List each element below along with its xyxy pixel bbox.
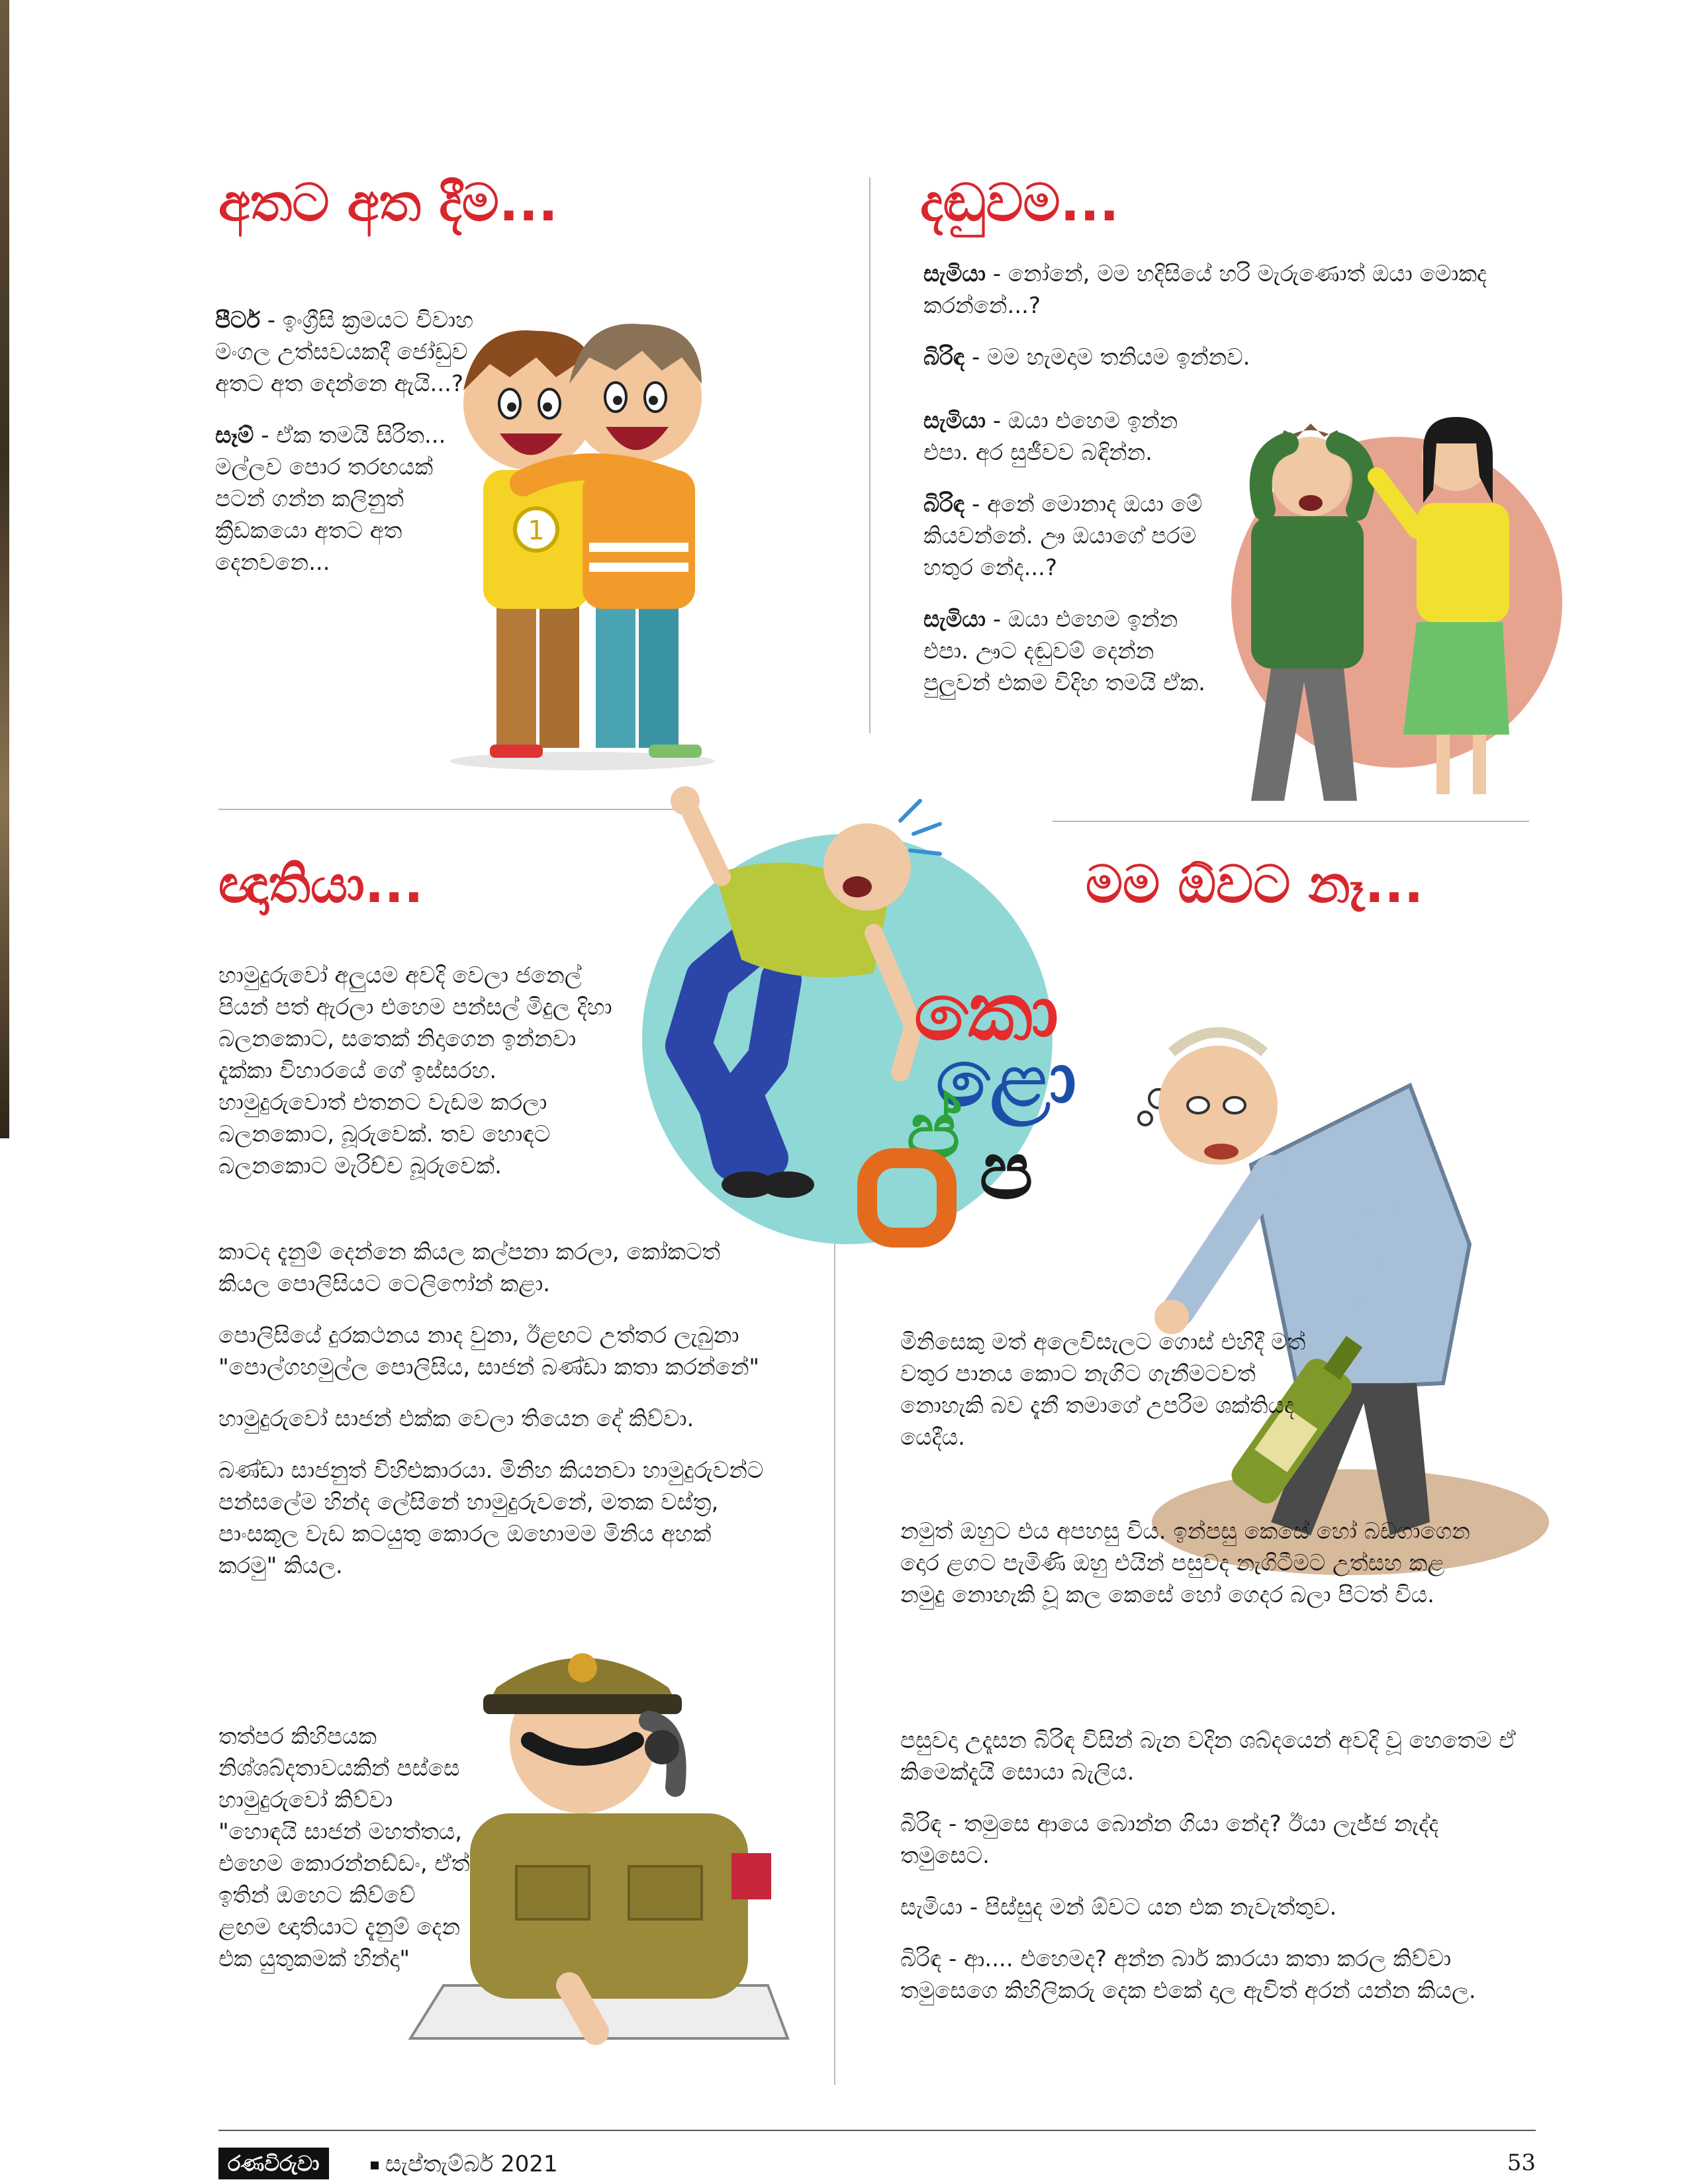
speaker: බිරිඳ — [923, 344, 965, 371]
footer-brand: රණවිරුවා — [218, 2148, 329, 2179]
dialogue-line — [923, 341, 1506, 373]
story-body-punish-bottom — [923, 405, 1228, 719]
line-text: - නෝනේ, මම හදිසියේ හරි මැරුණොත් ඔයා මොකද කරන්නේ...? — [923, 261, 1487, 319]
logo-glyph-1: කො — [914, 966, 1059, 1058]
svg-text:1: 1 — [528, 516, 545, 546]
paragraph: නමුත් ඔහුට එය අපහසු විය. ඉන්පසු කෙසේ හෝ බඩගාගෙන දොර ළගට පැමිණි ඔහු එයින් පසුවද නැගිටීමට උත්සහ කළ නමුදු නොහැකි වූ කල කෙසේ හෝ ගෙදර බලා පිටත් විය. — [900, 1518, 1470, 1608]
center-masthead-art — [649, 761, 1086, 1297]
speaker: සැමියා — [923, 606, 986, 633]
logo-glyph-3: ප් — [906, 1085, 961, 1177]
line-text: - අනේ මොනාද ඔයා මේ කියවන්නේ. ඌ ඔයාගේ පරම හතුර නේද...? — [923, 491, 1203, 581]
dialogue-line — [923, 488, 1228, 584]
line-text: - ඔයා එහෙම ඉන්න එපා. ඌට දඬුවම් දෙන්න පුලුවන් එකම විදිහ තමයි ඒක. — [923, 606, 1205, 696]
footer-divider — [218, 2130, 1536, 2131]
arguing-couple-illustration — [1225, 404, 1556, 814]
line-text: - ඉංග්‍රීසි ක්‍රමයට විවාහ මංගල උත්සවයකදී ජෝඩුව අතට අත දෙන්නෙ ඇයි...? — [215, 307, 473, 397]
story-title-punish: දඬුවම... — [920, 173, 1119, 233]
footer-date — [371, 2150, 558, 2179]
footer-date-text: සැප්තැම්බර් 2021 — [385, 2151, 558, 2177]
story-title-kin: ඥාතියා... — [218, 855, 424, 915]
paragraph: බණ්ඩා සාජනුත් විහිළුකාරයා. මිනිහ කියනවා හාමුදුරුවන්ට පන්සලේම හින්ද ලේසිනේ හාමුදුරුවනේ, මතක වස්ත්‍ර, පාංසකූල වැඩ කටයුතු කොරල ඔහොමම මිනිය අහක් කරමු" කියල. — [218, 1457, 764, 1579]
page-edge — [0, 0, 9, 1138]
story-title-notme: මම ඕවට නෑ... — [1086, 855, 1424, 915]
dialogue-line — [923, 258, 1506, 322]
line-text: - මම හැමදාම තනියම ඉන්නව. — [964, 344, 1250, 371]
story-body-kin-middle — [218, 1236, 768, 1602]
paragraph: හාමුදුරුවෝ අලුයම අවදි වෙලා ජනෙල් පියන් පත් ඇරලා එහෙම පන්සල් මිදුල දිහා බලනකොට, සතෙක් නිදාගෙන ඉන්නවා දැක්කා විහාරයේ ගේ ඉස්සරහ. හාමුදුරුවොත් එතනට වැඩම කරලා බලනකොට, බූරුවෙක්. තව හොඳට බලනකොට මැරිච්ච බූරුවෙක්. — [218, 962, 612, 1179]
dialogue-line: සැමියා - පිස්සුද මන් ඕවට යන එක නැවැත්තුව. — [900, 1894, 1337, 1921]
story-body-kin-top — [218, 960, 622, 1202]
drunk-man-illustration — [1099, 927, 1529, 1588]
bullet-square-icon — [371, 2161, 379, 2169]
two-boys-illustration — [424, 285, 741, 774]
section-divider-right — [1053, 821, 1529, 822]
section-divider-left — [218, 809, 682, 810]
logo-glyph-2: ළො — [935, 1032, 1077, 1124]
paragraph: මිනිසෙකු මත් අලෙවිසැලට ගොස් එහිදී මත් වතුර පානය කොට නැගිට ගැනීමටවත් නොහැකි බව දැනී තමාගේ උපරිම ශක්තියද යෙදීය. — [900, 1329, 1306, 1451]
paragraph: හාමුදුරුවෝ සාජන් එක්ක වෙලා තියෙන දේ කිව්වා. — [218, 1406, 694, 1432]
logo-glyph-4: ප — [979, 1125, 1033, 1217]
story-body-punish-top — [923, 258, 1519, 393]
story-body-notme-1 — [900, 1326, 1311, 1473]
line-text: - ඒක තමයි සිරිත... මල්ලව පොර තරඟයක් පටන් ගන්න කලිනුත් ක්‍රීඩකයො අතට අත දෙනවනෙ... — [215, 422, 446, 576]
paragraph: පොලිසියේ දුරකථනය නාද වුනා, ඊළඟට උත්තර ලැබුනා "පොල්ගහමුල්ල පොලිසිය, සාජන් බණ්ඩා කතා කරන්නේ" — [218, 1322, 760, 1381]
speaker: සැමියා — [923, 261, 986, 287]
story-body-notme-3 — [900, 1725, 1529, 2026]
column-divider-top — [869, 177, 870, 733]
column-divider-bottom — [834, 1205, 835, 2085]
policeman-phone-illustration — [371, 1615, 834, 2052]
dialogue-line: බිරිඳ - තමුසෙ ආයෙ බොන්න ගියා නේද? ඊයා ලැජ්ජ නැද්ද තමුසෙට. — [900, 1811, 1439, 1869]
speaker: බිරිඳ — [923, 491, 965, 518]
paragraph: තත්පර කිහිපයක නිශ්ශබ්දතාවයකින් පස්සෙ හාමුදුරුවෝ කිව්වා "හොඳයි සාජන් මහත්තය, එහෙම කොරන්නඩ්ඩං, ඒත් ඉතින් ඔහෙට කිව්වේ ළඟම ඥාතියාට දැනුම් දෙන එක යුතුකමක් හින්දා" — [218, 1723, 470, 1972]
speaker: සැමියා — [923, 408, 986, 434]
dialogue-line: බිරිඳ - ආ.... එහෙමද? අන්න බාර් කාරයා කතා කරල කිව්වා තමුසෙගෙ කිහිලිකරු දෙක එකේ දාල ඇවිත් අරන් යන්න කියල. — [900, 1946, 1476, 2004]
story-body-notme-2 — [900, 1516, 1483, 1631]
paragraph: පසුවදා උදෑසන බිරිඳ විසින් බැන වදින ශබ්දයෙන් අවදි වූ හෙතෙම ඒ කිමෙක්දැයි සොයා බැලිය. — [900, 1727, 1516, 1786]
speaker: පීටර් — [215, 307, 260, 334]
paragraph: කාටද දැනුම් දෙන්නෙ කියල කල්පනා කරලා, කෝකටත් කියල පොලිසියට ටෙලිෆෝන් කළා. — [218, 1239, 720, 1297]
line-text: - ඔයා එහෙම ඉන්න එපා. අර සුජීවව බඳින්න. — [923, 408, 1178, 466]
story-title-hand: අතට අත දීම... — [218, 173, 558, 233]
page-number: 53 — [1507, 2150, 1536, 2176]
dialogue-line — [923, 604, 1228, 699]
speaker: සෑම් — [215, 422, 254, 449]
dialogue-line — [923, 405, 1228, 469]
